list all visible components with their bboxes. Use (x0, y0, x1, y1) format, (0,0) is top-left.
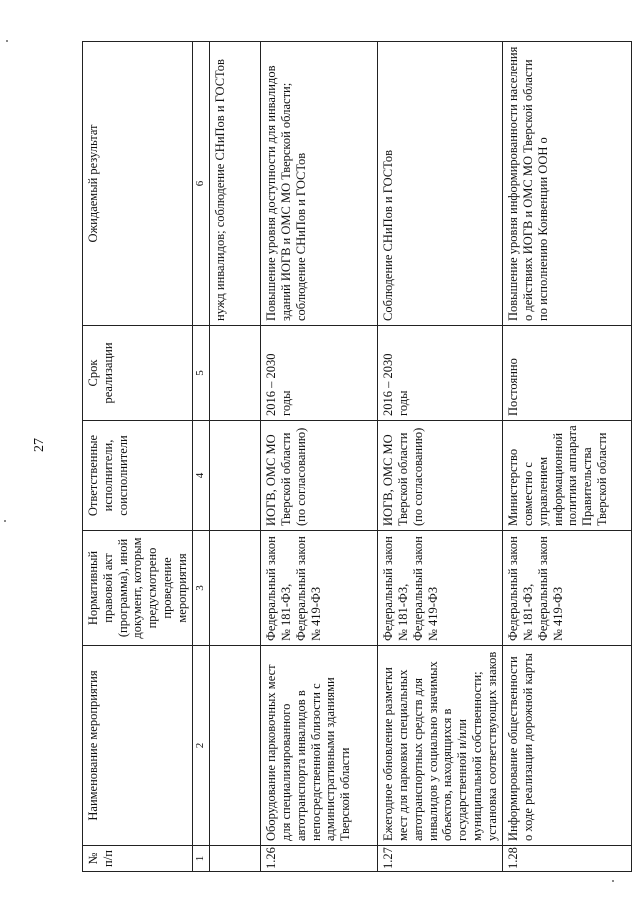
row-number: 1.27 (378, 846, 503, 872)
legal-act: Федеральный закон № 181-ФЗ, Федеральный закон № 419-ФЗ (261, 531, 378, 646)
header-executors: Ответственные исполнители, соисполнители (83, 421, 193, 531)
page-number: 27 (32, 438, 47, 452)
column-number: 6 (193, 42, 210, 326)
header-result: Ожидаемый результат (83, 42, 193, 326)
header-term: Срок реализации (83, 326, 193, 421)
legal-act: Федеральный закон № 181-ФЗ, Федеральный закон № 419-ФЗ (503, 531, 632, 646)
column-number: 2 (193, 646, 210, 846)
column-number: 3 (193, 531, 210, 646)
continuation-result-cell: нужд инвалидов; соблюдение СНиПов и ГОСТов (210, 42, 261, 326)
measure-name: Оборудование парковочных мест для специализированного автотранспорта инвалидов в непосредственной близости с административными зданиями Тверской области (261, 646, 378, 846)
measure-name: Информирование общественности о ходе реализации дорожной карты (503, 646, 632, 846)
table-row (261, 42, 378, 872)
scan-speck (4, 520, 6, 522)
legal-act: Федеральный закон № 181-ФЗ, Федеральный закон № 419-ФЗ (378, 531, 503, 646)
column-number: 5 (193, 326, 210, 421)
scan-speck (612, 880, 614, 882)
expected-result: Соблюдение СНиПов и ГОСТов (378, 42, 503, 326)
header-name: Наименование мероприятия (83, 646, 193, 846)
implementation-term: Постоянно (503, 326, 632, 421)
column-number: 4 (193, 421, 210, 531)
table-cell (210, 846, 261, 872)
executors: Министерство совместно с управлением информационной политики аппарата Правительства Тверской области (503, 421, 632, 531)
table-cell (210, 646, 261, 846)
table-row (503, 42, 632, 872)
expected-result: Повышение уровня доступности для инвалидов зданий ИОГВ и ОМС МО Тверской области; соблюдение СНиПов и ГОСТов (261, 42, 378, 326)
column-number-row (193, 42, 210, 872)
table-row (378, 42, 503, 872)
table-cell (210, 421, 261, 531)
implementation-term: 2016 – 2030 годы (378, 326, 503, 421)
table-cell (210, 326, 261, 421)
continuation-row (210, 42, 261, 872)
rotated-table-container (82, 42, 620, 872)
executors: ИОГВ, ОМС МО Тверской области (по согласованию) (261, 421, 378, 531)
executors: ИОГВ, ОМС МО Тверской области (по согласованию) (378, 421, 503, 531)
column-number: 1 (193, 846, 210, 872)
header-number: № п/п (83, 846, 193, 872)
table-header-row (83, 42, 193, 872)
table-cell (210, 531, 261, 646)
measures-table (82, 41, 632, 872)
header-act: Нормативный правовой акт (программа), иной документ, которым предусмотрено проведение мероприятия (83, 531, 193, 646)
row-number: 1.28 (503, 846, 632, 872)
measure-name: Ежегодное обновление разметки мест для парковки специальных автотранспортных средств для инвалидов у социально значимых объектов, находящихся в государственной и/или муниципальной собственности; установка соответствующих знаков (378, 646, 503, 846)
scan-speck (6, 40, 8, 42)
implementation-term: 2016 – 2030 годы (261, 326, 378, 421)
row-number: 1.26 (261, 846, 378, 872)
expected-result: Повышение уровня информированности населения о действиях ИОГВ и ОМС МО Тверской области по исполнению Конвенции ООН о (503, 42, 632, 326)
